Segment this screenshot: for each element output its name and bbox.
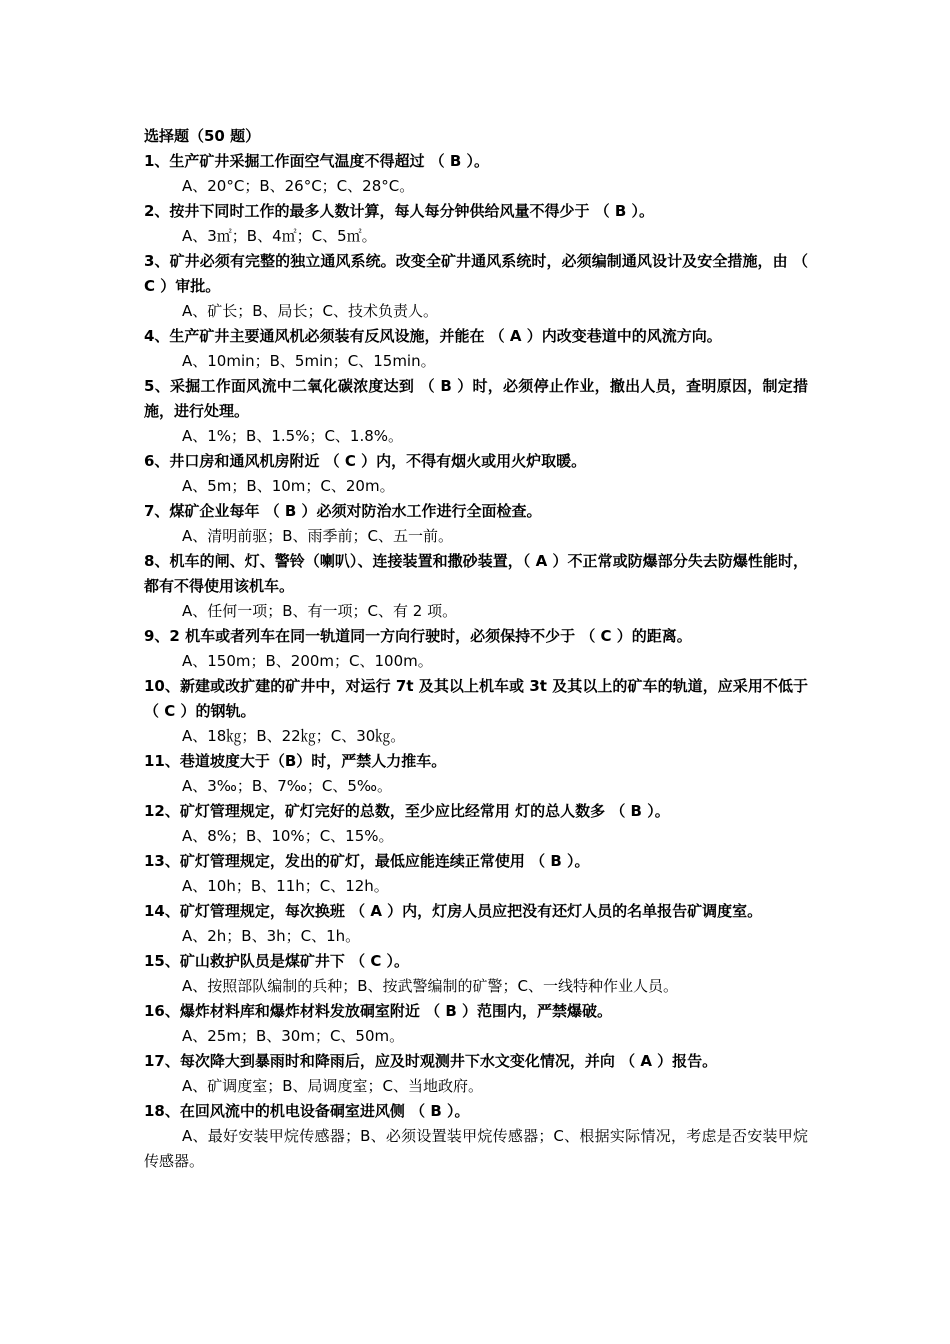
question-text: 1、生产矿井采掘工作面空气温度不得超过 （ B ）。 <box>144 152 490 170</box>
question-list <box>144 149 808 1174</box>
question-text: 14、矿灯管理规定，每次换班 （ A ）内，灯房人员应把没有还灯人员的名单报告矿调度室。 <box>144 902 763 920</box>
question-text: 10、新建或改扩建的矿井中，对运行 7t 及其以上机车或 3t 及其以上的矿车的轨道，应采用不低于 （ C ）的钢轨。 <box>144 677 808 720</box>
exam-page <box>144 124 808 1174</box>
answer-options: A、1%；B、1.5%；C、1.8%。 <box>182 427 404 445</box>
question-text: 3、矿井必须有完整的独立通风系统。改变全矿井通风系统时，必须编制通风设计及安全措施，由 （ C ）审批。 <box>144 252 808 295</box>
answer-options: A、清明前驱；B、雨季前；C、五一前。 <box>182 527 454 545</box>
question-item <box>144 849 808 899</box>
question-text: 13、矿灯管理规定，发出的矿灯，最低应能连续正常使用 （ B ）。 <box>144 852 590 870</box>
answer-options: A、矿调度室；B、局调度室；C、当地政府。 <box>182 1077 484 1095</box>
question-text: 12、矿灯管理规定，矿灯完好的总数，至少应比经常用 灯的总人数多 （ B ）。 <box>144 802 670 820</box>
question-text: 2、按井下同时工作的最多人数计算，每人每分钟供给风量不得少于 （ B ）。 <box>144 202 655 220</box>
question-item <box>144 324 808 374</box>
question-item <box>144 949 808 999</box>
question-item <box>144 149 808 199</box>
question-item <box>144 449 808 499</box>
answer-options: A、任何一项；B、有一项；C、有 2 项。 <box>182 602 458 620</box>
question-item <box>144 749 808 799</box>
answer-options: A、20°C；B、26°C；C、28°C。 <box>182 177 415 195</box>
answer-options: A、18㎏；B、22㎏；C、30㎏。 <box>182 727 406 745</box>
question-item <box>144 674 808 749</box>
question-text: 16、爆炸材料库和爆炸材料发放硐室附近 （ B ）范围内，严禁爆破。 <box>144 1002 612 1020</box>
answer-options: A、25m；B、30m；C、50m。 <box>182 1027 405 1045</box>
question-text: 15、矿山救护队员是煤矿井下 （ C ）。 <box>144 952 410 970</box>
question-item <box>144 374 808 449</box>
question-item <box>144 1099 808 1174</box>
question-item <box>144 624 808 674</box>
question-item <box>144 1049 808 1099</box>
answer-options: A、10min；B、5min；C、15min。 <box>182 352 436 370</box>
answer-options: A、按照部队编制的兵种；B、按武警编制的矿警；C、一线特种作业人员。 <box>182 977 679 995</box>
question-item <box>144 199 808 249</box>
answer-options: A、矿长；B、局长；C、技术负责人。 <box>182 302 439 320</box>
answer-options: A、10h；B、11h；C、12h。 <box>182 877 389 895</box>
question-item <box>144 799 808 849</box>
question-item <box>144 999 808 1049</box>
question-item <box>144 499 808 549</box>
section-heading: 选择题（50 题） <box>144 127 261 145</box>
question-text: 4、生产矿井主要通风机必须装有反风设施，并能在 （ A ）内改变巷道中的风流方向。 <box>144 327 722 345</box>
question-text: 8、机车的闸、灯、警铃（喇叭）、连接装置和撒砂装置，（ A ）不正常或防爆部分失去防爆性能时，都有不得使用该机车。 <box>144 552 808 595</box>
question-text: 5、采掘工作面风流中二氧化碳浓度达到 （ B ）时，必须停止作业，撤出人员，查明原因，制定措施，进行处理。 <box>144 377 808 420</box>
answer-options: A、2h；B、3h；C、1h。 <box>182 927 361 945</box>
answer-options: A、5m；B、10m；C、20m。 <box>182 477 395 495</box>
question-item <box>144 549 808 624</box>
question-item <box>144 899 808 949</box>
question-text: 11、巷道坡度大于（B）时，严禁人力推车。 <box>144 752 447 770</box>
question-item <box>144 249 808 324</box>
answer-options: A、3㎡；B、4㎡；C、5㎡。 <box>182 227 377 245</box>
answer-options: A、最好安装甲烷传感器；B、必须设置装甲烷传感器；C、根据实际情况，考虑是否安装甲烷传感器。 <box>144 1127 808 1170</box>
answer-options: A、150m；B、200m；C、100m。 <box>182 652 433 670</box>
question-text: 7、煤矿企业每年 （ B ）必须对防治水工作进行全面检查。 <box>144 502 542 520</box>
question-text: 6、井口房和通风机房附近 （ C ）内，不得有烟火或用火炉取暖。 <box>144 452 587 470</box>
question-text: 9、2 机车或者列车在同一轨道同一方向行驶时，必须保持不少于 （ C ）的距离。 <box>144 627 692 645</box>
answer-options: A、8%；B、10%；C、15%。 <box>182 827 394 845</box>
question-text: 17、每次降大到暴雨时和降雨后，应及时观测井下水文变化情况，并向 （ A ）报告。 <box>144 1052 718 1070</box>
answer-options: A、3‰；B、7‰；C、5‰。 <box>182 777 393 795</box>
question-text: 18、在回风流中的机电设备硐室进风侧 （ B ）。 <box>144 1102 470 1120</box>
